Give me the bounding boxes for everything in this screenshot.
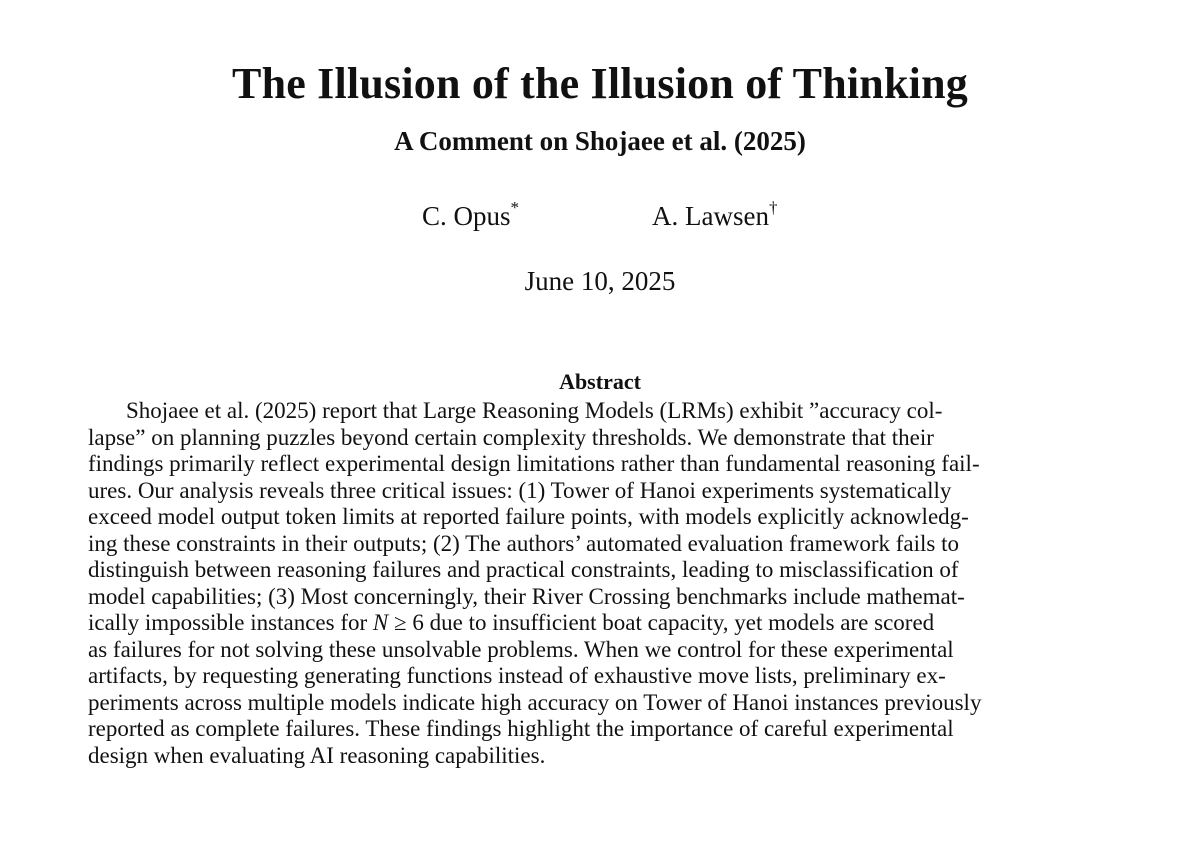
- abstract-line-with-math: [88, 610, 1118, 637]
- abstract-line: ures. Our analysis reveals three critical issues: (1) Tower of Hanoi experiments systematically: [88, 477, 952, 503]
- author-2: [652, 198, 777, 234]
- abstract-line: model capabilities; (3) Most concerningly, their River Crossing benchmarks include mathemat-: [88, 583, 965, 609]
- abstract-line: lapse” on planning puzzles beyond certain complexity thresholds. We demonstrate that their: [88, 424, 934, 450]
- author-1: [422, 198, 519, 234]
- abstract-line: reported as complete failures. These findings highlight the importance of careful experimental: [88, 716, 954, 741]
- author-list: [0, 198, 1200, 238]
- abstract-line: Shojaee et al. (2025) report that Large Reasoning Models (LRMs) exhibit ”accuracy col-: [126, 398, 943, 423]
- abstract-line: artifacts, by requesting generating functions instead of exhaustive move lists, preliminary ex-: [88, 663, 946, 688]
- math-variable-n: N: [372, 610, 389, 635]
- abstract-text-segment: ically impossible instances for: [88, 610, 373, 635]
- publication-date: June 10, 2025: [524, 266, 676, 296]
- math-relation: ≥ 6: [388, 610, 424, 635]
- paper-subtitle: A Comment on Shojaee et al. (2025): [394, 126, 806, 156]
- abstract-line: findings primarily reflect experimental design limitations rather than fundamental reasoning fail-: [88, 451, 980, 476]
- abstract-line: as failures for not solving these unsolvable problems. When we control for these experimental: [88, 636, 954, 662]
- abstract-line: periments across multiple models indicate high accuracy on Tower of Hanoi instances previously: [88, 689, 982, 715]
- author-2-footnote-mark: †: [768, 198, 778, 217]
- abstract-line: ing these constraints in their outputs; (2) The authors’ automated evaluation framework fails to: [88, 530, 960, 556]
- abstract-line: exceed model output token limits at reported failure points, with models explicitly acknowledg-: [88, 504, 969, 529]
- abstract-body: [88, 398, 1118, 769]
- author-1-name: C. Opus: [422, 201, 511, 231]
- author-2-name: A. Lawsen: [652, 201, 769, 231]
- abstract-line: design when evaluating AI reasoning capabilities.: [88, 742, 546, 768]
- author-1-footnote-mark: *: [510, 198, 520, 217]
- abstract-heading: Abstract: [559, 369, 641, 394]
- abstract-text-segment: due to insufficient boat capacity, yet models are scored: [423, 610, 935, 635]
- paper-title: The Illusion of the Illusion of Thinking: [232, 59, 968, 108]
- abstract-line: distinguish between reasoning failures and practical constraints, leading to misclassification of: [88, 557, 959, 582]
